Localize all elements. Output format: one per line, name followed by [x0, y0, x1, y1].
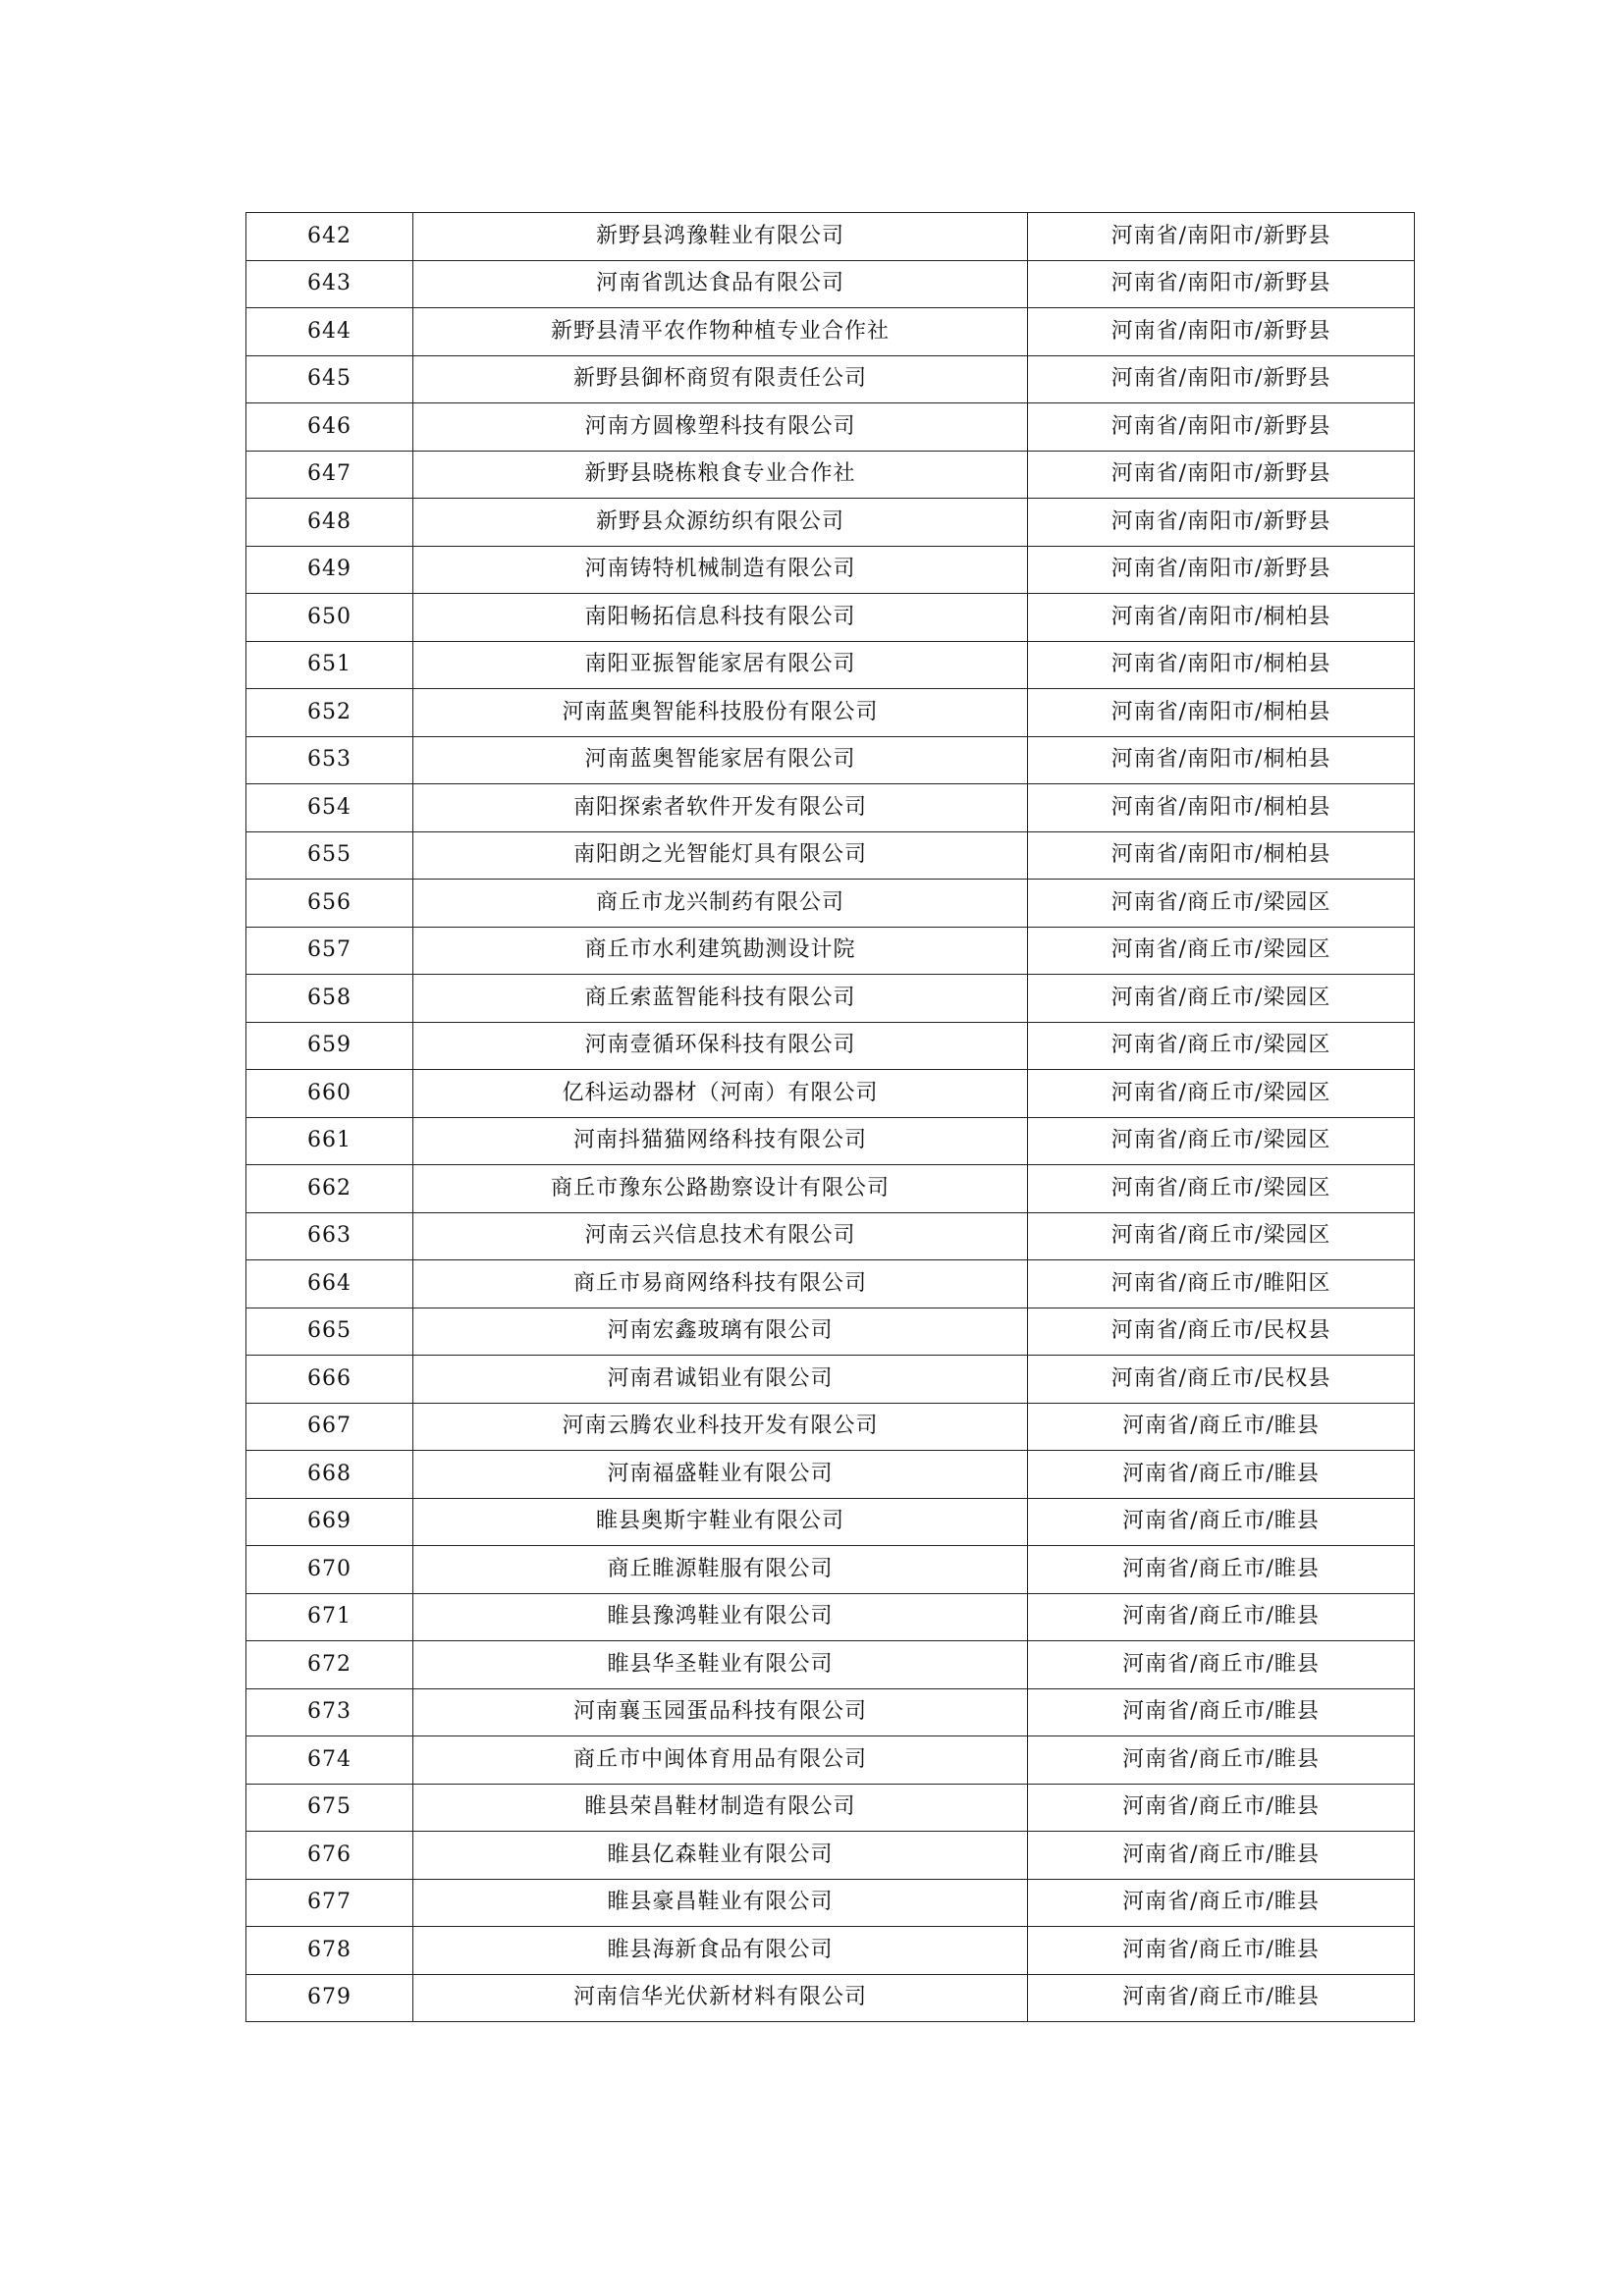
company-name-cell: 河南福盛鞋业有限公司	[413, 1451, 1028, 1499]
table-row	[246, 1546, 1415, 1594]
company-name-cell: 河南信华光伏新材料有限公司	[413, 1974, 1028, 2022]
region-cell: 河南省/商丘市/梁园区	[1028, 1212, 1415, 1260]
row-number-cell: 661	[246, 1117, 413, 1165]
row-number-cell: 644	[246, 308, 413, 356]
table-row	[246, 1260, 1415, 1308]
row-number-cell: 657	[246, 927, 413, 975]
region-cell: 河南省/商丘市/梁园区	[1028, 1117, 1415, 1165]
company-name-cell: 河南铸特机械制造有限公司	[413, 546, 1028, 594]
table-row	[246, 499, 1415, 547]
row-number-cell: 678	[246, 1927, 413, 1975]
table-row	[246, 1165, 1415, 1213]
row-number-cell: 674	[246, 1736, 413, 1785]
region-cell: 河南省/商丘市/睢县	[1028, 1927, 1415, 1975]
region-cell: 河南省/商丘市/睢县	[1028, 1403, 1415, 1451]
row-number-cell: 642	[246, 213, 413, 261]
row-number-cell: 660	[246, 1070, 413, 1118]
company-name-cell: 新野县御杯商贸有限责任公司	[413, 355, 1028, 403]
row-number-cell: 652	[246, 689, 413, 737]
table-row	[246, 831, 1415, 880]
row-number-cell: 655	[246, 831, 413, 880]
company-name-cell: 河南方圆橡塑科技有限公司	[413, 403, 1028, 452]
region-cell: 河南省/南阳市/新野县	[1028, 355, 1415, 403]
region-cell: 河南省/南阳市/新野县	[1028, 260, 1415, 308]
company-name-cell: 睢县华圣鞋业有限公司	[413, 1641, 1028, 1689]
row-number-cell: 650	[246, 594, 413, 642]
table-row	[246, 594, 1415, 642]
company-name-cell: 睢县亿森鞋业有限公司	[413, 1832, 1028, 1880]
company-name-cell: 亿科运动器材（河南）有限公司	[413, 1070, 1028, 1118]
company-name-cell: 商丘市龙兴制药有限公司	[413, 880, 1028, 928]
region-cell: 河南省/商丘市/睢县	[1028, 1451, 1415, 1499]
table-row	[246, 736, 1415, 784]
table-row	[246, 1356, 1415, 1404]
company-name-cell: 新野县清平农作物种植专业合作社	[413, 308, 1028, 356]
row-number-cell: 670	[246, 1546, 413, 1594]
region-cell: 河南省/商丘市/梁园区	[1028, 1070, 1415, 1118]
region-cell: 河南省/南阳市/桐柏县	[1028, 736, 1415, 784]
company-name-cell: 南阳探索者软件开发有限公司	[413, 784, 1028, 832]
region-cell: 河南省/南阳市/桐柏县	[1028, 784, 1415, 832]
company-name-cell: 河南襄玉园蛋品科技有限公司	[413, 1688, 1028, 1736]
company-name-cell: 河南宏鑫玻璃有限公司	[413, 1308, 1028, 1356]
row-number-cell: 645	[246, 355, 413, 403]
table-row	[246, 689, 1415, 737]
table-row	[246, 1022, 1415, 1070]
company-name-cell: 睢县海新食品有限公司	[413, 1927, 1028, 1975]
region-cell: 河南省/商丘市/睢县	[1028, 1688, 1415, 1736]
region-cell: 河南省/南阳市/新野县	[1028, 546, 1415, 594]
row-number-cell: 664	[246, 1260, 413, 1308]
table-row	[246, 308, 1415, 356]
row-number-cell: 648	[246, 499, 413, 547]
company-name-cell: 睢县豪昌鞋业有限公司	[413, 1879, 1028, 1927]
region-cell: 河南省/南阳市/新野县	[1028, 213, 1415, 261]
row-number-cell: 673	[246, 1688, 413, 1736]
region-cell: 河南省/南阳市/新野县	[1028, 451, 1415, 499]
table-row	[246, 1927, 1415, 1975]
row-number-cell: 667	[246, 1403, 413, 1451]
region-cell: 河南省/商丘市/睢县	[1028, 1641, 1415, 1689]
company-name-cell: 河南省凯达食品有限公司	[413, 260, 1028, 308]
row-number-cell: 651	[246, 641, 413, 689]
row-number-cell: 662	[246, 1165, 413, 1213]
table-row	[246, 975, 1415, 1023]
table-row	[246, 1736, 1415, 1785]
company-name-cell: 商丘市水利建筑勘测设计院	[413, 927, 1028, 975]
company-name-cell: 河南壹循环保科技有限公司	[413, 1022, 1028, 1070]
row-number-cell: 671	[246, 1593, 413, 1641]
table-row	[246, 1117, 1415, 1165]
region-cell: 河南省/商丘市/睢县	[1028, 1879, 1415, 1927]
table-row	[246, 546, 1415, 594]
row-number-cell: 677	[246, 1879, 413, 1927]
row-number-cell: 653	[246, 736, 413, 784]
company-name-cell: 河南蓝奥智能科技股份有限公司	[413, 689, 1028, 737]
table-row	[246, 1498, 1415, 1546]
company-name-cell: 河南蓝奥智能家居有限公司	[413, 736, 1028, 784]
table-row	[246, 1212, 1415, 1260]
company-name-cell: 南阳朗之光智能灯具有限公司	[413, 831, 1028, 880]
table-row	[246, 403, 1415, 452]
row-number-cell: 665	[246, 1308, 413, 1356]
table-row	[246, 1879, 1415, 1927]
company-name-cell: 商丘索蓝智能科技有限公司	[413, 975, 1028, 1023]
row-number-cell: 663	[246, 1212, 413, 1260]
region-cell: 河南省/商丘市/睢县	[1028, 1832, 1415, 1880]
company-name-cell: 河南云兴信息技术有限公司	[413, 1212, 1028, 1260]
region-cell: 河南省/商丘市/民权县	[1028, 1356, 1415, 1404]
company-name-cell: 南阳亚振智能家居有限公司	[413, 641, 1028, 689]
table-row	[246, 927, 1415, 975]
row-number-cell: 676	[246, 1832, 413, 1880]
table-row	[246, 260, 1415, 308]
row-number-cell: 647	[246, 451, 413, 499]
row-number-cell: 649	[246, 546, 413, 594]
company-name-cell: 河南君诚铝业有限公司	[413, 1356, 1028, 1404]
company-name-cell: 新野县众源纺织有限公司	[413, 499, 1028, 547]
row-number-cell: 654	[246, 784, 413, 832]
table-row	[246, 1974, 1415, 2022]
table-row	[246, 1593, 1415, 1641]
table-row	[246, 213, 1415, 261]
table-row	[246, 880, 1415, 928]
table-row	[246, 1784, 1415, 1832]
region-cell: 河南省/商丘市/睢县	[1028, 1974, 1415, 2022]
region-cell: 河南省/商丘市/梁园区	[1028, 927, 1415, 975]
table-row	[246, 355, 1415, 403]
row-number-cell: 656	[246, 880, 413, 928]
table-body	[246, 213, 1415, 2022]
row-number-cell: 668	[246, 1451, 413, 1499]
region-cell: 河南省/商丘市/民权县	[1028, 1308, 1415, 1356]
row-number-cell: 646	[246, 403, 413, 452]
region-cell: 河南省/商丘市/睢县	[1028, 1784, 1415, 1832]
company-name-cell: 新野县鸿豫鞋业有限公司	[413, 213, 1028, 261]
company-name-cell: 河南云腾农业科技开发有限公司	[413, 1403, 1028, 1451]
row-number-cell: 675	[246, 1784, 413, 1832]
region-cell: 河南省/商丘市/梁园区	[1028, 975, 1415, 1023]
company-name-cell: 商丘睢源鞋服有限公司	[413, 1546, 1028, 1594]
row-number-cell: 659	[246, 1022, 413, 1070]
table-row	[246, 1688, 1415, 1736]
company-name-cell: 南阳畅拓信息科技有限公司	[413, 594, 1028, 642]
table-row	[246, 784, 1415, 832]
table-row	[246, 1070, 1415, 1118]
company-list-table	[245, 212, 1415, 2022]
region-cell: 河南省/商丘市/梁园区	[1028, 880, 1415, 928]
region-cell: 河南省/商丘市/睢县	[1028, 1498, 1415, 1546]
company-name-cell: 睢县豫鸿鞋业有限公司	[413, 1593, 1028, 1641]
company-name-cell: 睢县荣昌鞋材制造有限公司	[413, 1784, 1028, 1832]
company-name-cell: 新野县晓栋粮食专业合作社	[413, 451, 1028, 499]
table-row	[246, 1451, 1415, 1499]
region-cell: 河南省/商丘市/睢县	[1028, 1593, 1415, 1641]
table-row	[246, 1308, 1415, 1356]
table-row	[246, 1641, 1415, 1689]
company-name-cell: 商丘市中闽体育用品有限公司	[413, 1736, 1028, 1785]
table-row	[246, 451, 1415, 499]
region-cell: 河南省/商丘市/梁园区	[1028, 1022, 1415, 1070]
region-cell: 河南省/南阳市/桐柏县	[1028, 594, 1415, 642]
row-number-cell: 666	[246, 1356, 413, 1404]
company-name-cell: 睢县奥斯宇鞋业有限公司	[413, 1498, 1028, 1546]
region-cell: 河南省/商丘市/睢阳区	[1028, 1260, 1415, 1308]
region-cell: 河南省/商丘市/梁园区	[1028, 1165, 1415, 1213]
row-number-cell: 672	[246, 1641, 413, 1689]
region-cell: 河南省/南阳市/新野县	[1028, 308, 1415, 356]
table-row	[246, 1832, 1415, 1880]
company-name-cell: 商丘市豫东公路勘察设计有限公司	[413, 1165, 1028, 1213]
row-number-cell: 643	[246, 260, 413, 308]
region-cell: 河南省/商丘市/睢县	[1028, 1736, 1415, 1785]
region-cell: 河南省/南阳市/新野县	[1028, 499, 1415, 547]
region-cell: 河南省/商丘市/睢县	[1028, 1546, 1415, 1594]
row-number-cell: 658	[246, 975, 413, 1023]
row-number-cell: 679	[246, 1974, 413, 2022]
company-name-cell: 河南抖猫猫网络科技有限公司	[413, 1117, 1028, 1165]
region-cell: 河南省/南阳市/桐柏县	[1028, 831, 1415, 880]
region-cell: 河南省/南阳市/桐柏县	[1028, 641, 1415, 689]
region-cell: 河南省/南阳市/桐柏县	[1028, 689, 1415, 737]
row-number-cell: 669	[246, 1498, 413, 1546]
table-row	[246, 1403, 1415, 1451]
company-name-cell: 商丘市易商网络科技有限公司	[413, 1260, 1028, 1308]
region-cell: 河南省/南阳市/新野县	[1028, 403, 1415, 452]
table-row	[246, 641, 1415, 689]
